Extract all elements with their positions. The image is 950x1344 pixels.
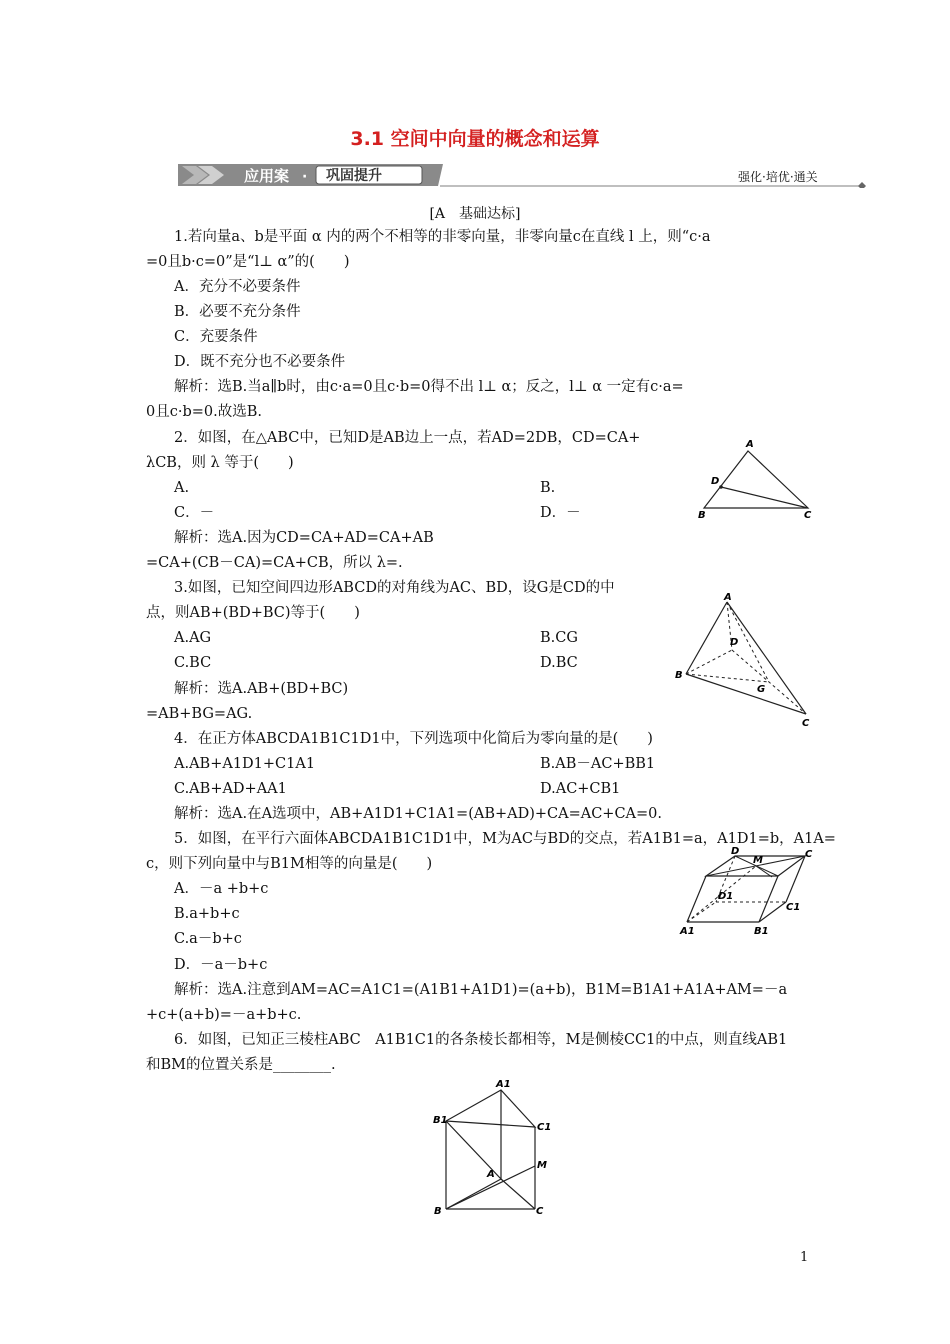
tetrahedron-figure: [668, 588, 820, 728]
q1-line1: 1.若向量a、b是平面 α 内的两个不相等的非零向量，非零向量c在直线 l 上，则“c·a: [174, 229, 711, 245]
q3-option-c: C.BC: [174, 655, 212, 671]
banner-label: 应用案: [244, 167, 290, 185]
tri-label-d: D: [711, 476, 720, 487]
par-label-m: M: [753, 855, 763, 866]
q5-option-a: A．－a +b+c: [174, 881, 269, 897]
q2-solution-1: 解析：选A.因为CD=CA+AD=CA+AB: [174, 530, 434, 546]
q1-option-b: B．必要不充分条件: [174, 304, 301, 320]
q3-line2: 点，则AB+(BD+BC)等于( ): [146, 605, 360, 621]
q3-solution-2: =AB+BG=AG.: [146, 706, 253, 722]
section-heading: [A 基础达标]: [429, 206, 521, 222]
prism-label-a: A: [487, 1169, 495, 1180]
q4-option-c: C.AB+AD+AA1: [174, 781, 287, 797]
q3-option-b: B.CG: [540, 630, 578, 646]
q3-option-d: D.BC: [540, 655, 578, 671]
prism-label-a1: A1: [496, 1079, 511, 1090]
q4-option-b: B.AB－AC+BB1: [540, 756, 656, 772]
q5-option-b: B.a+b+c: [174, 906, 240, 922]
par-label-c1: C1: [786, 902, 801, 913]
q6-line1: 6．如图，已知正三棱柱ABC A1B1C1的各条棱长都相等，M是侧棱CC1的中点，则直线AB1: [174, 1032, 788, 1048]
banner-right-box: [316, 166, 422, 184]
banner-tag: 强化·培优·通关: [738, 170, 818, 184]
q1-option-a: A．充分不必要条件: [174, 279, 301, 295]
par-label-c: C: [805, 849, 813, 860]
q5-option-d: D．－a－b+c: [174, 957, 268, 973]
q2-line1: 2．如图，在△ABC中，已知D是AB边上一点，若AD=2DB，CD=CA+: [174, 430, 641, 446]
par-label-b1: B1: [754, 926, 769, 936]
tet-label-c: C: [802, 718, 810, 728]
q6-line2: 和BM的位置关系是________.: [146, 1057, 336, 1073]
q3-option-a: A.AG: [174, 630, 212, 646]
q2-option-d: D．－: [540, 505, 581, 521]
q2-option-b: B.: [540, 480, 556, 496]
q1-option-d: D．既不充分也不必要条件: [174, 354, 346, 370]
parallelepiped-figure: [676, 844, 826, 936]
par-label-d1: D1: [718, 891, 734, 902]
banner-right-label: 巩固提升: [326, 168, 382, 184]
page-number: 1: [800, 1250, 809, 1265]
page-title: 3.1 空间中向量的概念和运算: [350, 128, 600, 150]
q4-line1: 4．在正方体ABCDA1B1C1D1中，下列选项中化简后为零向量的是( ): [174, 731, 653, 747]
q3-solution-1: 解析：选A.AB+(BD+BC): [174, 681, 349, 697]
tet-label-d: D: [730, 637, 739, 648]
prism-label-b1: B1: [433, 1115, 448, 1126]
prism-label-c1: C1: [537, 1122, 552, 1133]
q2-option-c: C．－: [174, 505, 215, 521]
tet-label-g: G: [757, 684, 766, 695]
prism-figure: [430, 1078, 560, 1218]
tri-label-a: A: [746, 439, 754, 450]
q4-option-d: D.AC+CB1: [540, 781, 621, 797]
tet-label-a: A: [724, 592, 732, 603]
triangle-figure: [690, 438, 820, 520]
q4-option-a: A.AB+A1D1+C1A1: [174, 756, 316, 772]
q4-solution: 解析：选A.在A选项中，AB+A1D1+C1A1=(AB+AD)+CA=AC+CA=0.: [174, 806, 663, 822]
q5-line2: c，则下列向量中与B1M相等的向量是( ): [146, 856, 433, 872]
q5-solution-2: +c+(a+b)=－a+b+c.: [146, 1007, 302, 1023]
par-label-a1: A1: [680, 926, 695, 936]
q5-line1: 5．如图，在平行六面体ABCDA1B1C1D1中，M为AC与BD的交点，若A1B1=a，A1D1=b，A1A=: [174, 831, 836, 847]
prism-label-b: B: [434, 1206, 442, 1217]
par-label-d: D: [731, 846, 740, 857]
prism-label-m: M: [537, 1160, 547, 1171]
tri-label-c: C: [804, 510, 812, 520]
q2-line2: λCB，则 λ 等于( ): [146, 455, 294, 471]
q5-option-c: C.a－b+c: [174, 931, 242, 947]
banner-dot: ·: [302, 169, 308, 185]
q3-line1: 3.如图，已知空间四边形ABCD的对角线为AC、BD，设G是CD的中: [174, 580, 615, 596]
q5-solution-1: 解析：选A.注意到AM=AC=A1C1=(A1B1+A1D1)=(a+b)，B1M=B1A1+A1A+AM=－a: [174, 982, 788, 998]
prism-label-c: C: [536, 1206, 544, 1217]
tet-label-b: B: [675, 670, 683, 681]
q1-option-c: C．充要条件: [174, 329, 258, 345]
q1-line2: =0且b·c=0”是“l⊥ α”的( ): [146, 254, 350, 270]
tri-label-b: B: [698, 510, 706, 520]
q1-solution-2: 0且c·b=0.故选B.: [146, 404, 262, 420]
q2-option-a: A.: [174, 480, 190, 496]
q2-solution-2: =CA+(CB－CA)=CA+CB，所以 λ=.: [146, 555, 403, 571]
q1-solution-1: 解析：选B.当a∥b时，由c·a=0且c·b=0得不出 l⊥ α；反之，l⊥ α 一定有c·a=: [174, 379, 684, 395]
